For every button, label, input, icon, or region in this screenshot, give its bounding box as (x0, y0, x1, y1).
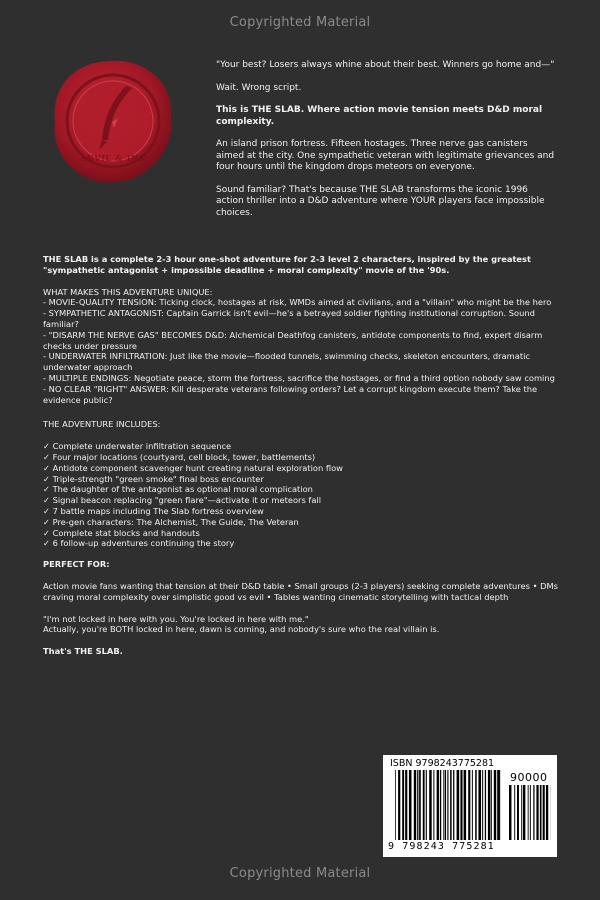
barcode-bar (433, 770, 434, 840)
closing-block (43, 614, 558, 636)
barcode-bar (395, 770, 396, 840)
barcode-bar (426, 770, 427, 840)
barcode-bar (491, 770, 492, 840)
barcode-bar (509, 785, 511, 840)
barcode-bar (472, 770, 473, 840)
barcode-bar (494, 770, 496, 840)
barcode-bar (543, 785, 545, 840)
list-item: ✓ 7 battle maps including The Slab fortress overview (43, 505, 264, 516)
intro-premise: An island prison fortress. Fifteen hostages. Three nerve gas canisters aimed at the city. One sympathetic veteran with legitimate grievances and four hours until the kingdom drops meteors on everyone. (216, 139, 555, 172)
barcode-bar (533, 785, 534, 840)
barcode-bar (437, 770, 439, 840)
barcode-bar (453, 770, 454, 840)
svg-text:ANVIL & INK: ANVIL & INK (79, 154, 147, 163)
barcode-bar (485, 770, 486, 840)
isbn-digits: 9 798243 775281 (388, 841, 495, 852)
barcode-bar (440, 770, 441, 840)
intro-wait: Wait. Wrong script. (216, 82, 302, 93)
wax-seal-logo (52, 58, 174, 186)
list-item: ✓ 6 follow-up adventures continuing the story (43, 538, 235, 549)
barcode-bar (417, 770, 418, 840)
intro-tagline: This is THE SLAB. Where action movie tension meets D&D moral complexity. (216, 105, 543, 127)
barcode-bar (460, 770, 462, 840)
main-description (43, 254, 558, 668)
barcode-bar (517, 785, 519, 840)
barcode-bar (443, 770, 444, 840)
barcode-bar (464, 770, 467, 840)
unique-list (43, 297, 558, 405)
list-item: ✓ Triple-strength "green smoke" final boss encounter (43, 473, 264, 484)
barcode-bar (521, 785, 522, 840)
barcode-main (395, 770, 501, 840)
list-item: ✓ Complete underwater infiltration sequence (43, 441, 232, 452)
intro-quote: "Your best? Losers always whine about their best. Winners go home and—" (216, 60, 555, 70)
barcode-bar (457, 770, 460, 840)
isbn-label: ISBN 9798243775281 (390, 758, 495, 769)
perfect-heading: PERFECT FOR: (43, 559, 110, 570)
barcode-bar (414, 770, 416, 840)
list-item: - NO CLEAR "RIGHT" ANSWER: Kill desperate veterans following orders? Let a corrupt kingdom execute them? Take the evidence public? (43, 383, 538, 405)
list-item: ✓ Complete stat blocks and handouts (43, 527, 200, 538)
barcode-bar (402, 770, 404, 840)
price-code: 90000 (510, 771, 548, 784)
barcode-bar (497, 770, 500, 840)
list-item: ✓ Pre-gen characters: The Alchemist, The Guide, The Veteran (43, 516, 299, 527)
intro-familiar: Sound familiar? That's because THE SLAB transforms the iconic 1996 action thriller into a D&D adventure where YOUR players face impossible choices. (216, 184, 545, 218)
barcode-bar (530, 785, 531, 840)
list-item: - MULTIPLE ENDINGS: Negotiate peace, storm the fortress, sacrifice the hostages, or find a third option nobody saw coming (43, 372, 555, 383)
barcode-bar (482, 770, 483, 840)
isbn-barcode-box (383, 755, 557, 857)
list-item: ✓ Four major locations (courtyard, cell block, tower, battlements) (43, 451, 316, 462)
list-item: ✓ The daughter of the antagonist as optional moral complication (43, 484, 313, 495)
list-item: - SYMPATHETIC ANTAGONIST: Captain Garrick isn't evil—he's a betrayed soldier fighting institutional corruption. Sound familiar? (43, 308, 535, 329)
final-line: That's THE SLAB. (43, 646, 123, 657)
list-item: - UNDERWATER INFILTRATION: Just like the movie—flooded tunnels, swimming checks, skeleton encounters, dramatic underwater approach (43, 351, 530, 373)
perfect-text: Action movie fans wanting that tension at their D&D table • Small groups (2-3 players) seeking complete adventures • DMs craving moral complexity over simplistic good vs evil • Tables wanting cinematic storytelling with tactical depth (43, 580, 558, 602)
barcode-bar (536, 785, 538, 840)
barcode-bar (540, 785, 542, 840)
copyright-watermark-top: Copyrighted Material (229, 15, 371, 30)
summary-paragraph: THE SLAB is a complete 2-3 hour one-shot adventure for 2-3 level 2 characters, inspired by the greatest "sympathetic antagonist + impossible deadline + moral complexity" movie of the '90s. (43, 254, 531, 275)
list-item: ✓ Antidote component scavenger hunt creating natural exploration flow (43, 462, 343, 473)
barcode-bar (409, 770, 412, 840)
barcode-bar (468, 770, 470, 840)
closing-line: Actually, you're BOTH locked in here, dawn is coming, and nobody's sure who the real villain is. (43, 624, 440, 635)
barcode-bar (475, 770, 477, 840)
barcode-bar (523, 785, 526, 840)
barcode-bar (405, 770, 407, 840)
includes-heading: THE ADVENTURE INCLUDES: (43, 419, 161, 430)
unique-heading: WHAT MAKES THIS ADVENTURE UNIQUE: (43, 286, 213, 297)
barcode-bar (450, 770, 452, 840)
barcode-bar (488, 770, 491, 840)
barcode-bar (445, 770, 446, 840)
closing-quote: "I'm not locked in here with you. You're locked in here with me." (43, 613, 309, 624)
intro-section (216, 60, 556, 230)
barcode-bar (478, 770, 481, 840)
copyright-watermark-bottom: Copyrighted Material (229, 866, 371, 881)
includes-list (43, 441, 558, 549)
list-item: - MOVIE-QUALITY TENSION: Ticking clock, hostages at risk, WMDs aimed at civilians, and a "villain" who might be the hero (43, 297, 552, 308)
barcode-addon (509, 785, 551, 840)
barcode-bar (423, 770, 425, 840)
barcode-bar (528, 785, 529, 840)
barcode-bar (419, 770, 421, 840)
barcode-bar (514, 785, 515, 840)
list-item: - "DISARM THE NERVE GAS" BECOMES D&D: Alchemical Deathfog canisters, antidote components to find, expert disarm checks under pressure (43, 329, 543, 351)
barcode-bar (546, 785, 548, 840)
barcode-bar (429, 770, 431, 840)
barcode-bar (447, 770, 448, 840)
list-item: ✓ Signal beacon replacing "green flare"—activate it or meteors fall (43, 495, 322, 506)
barcode-bar (398, 770, 400, 840)
